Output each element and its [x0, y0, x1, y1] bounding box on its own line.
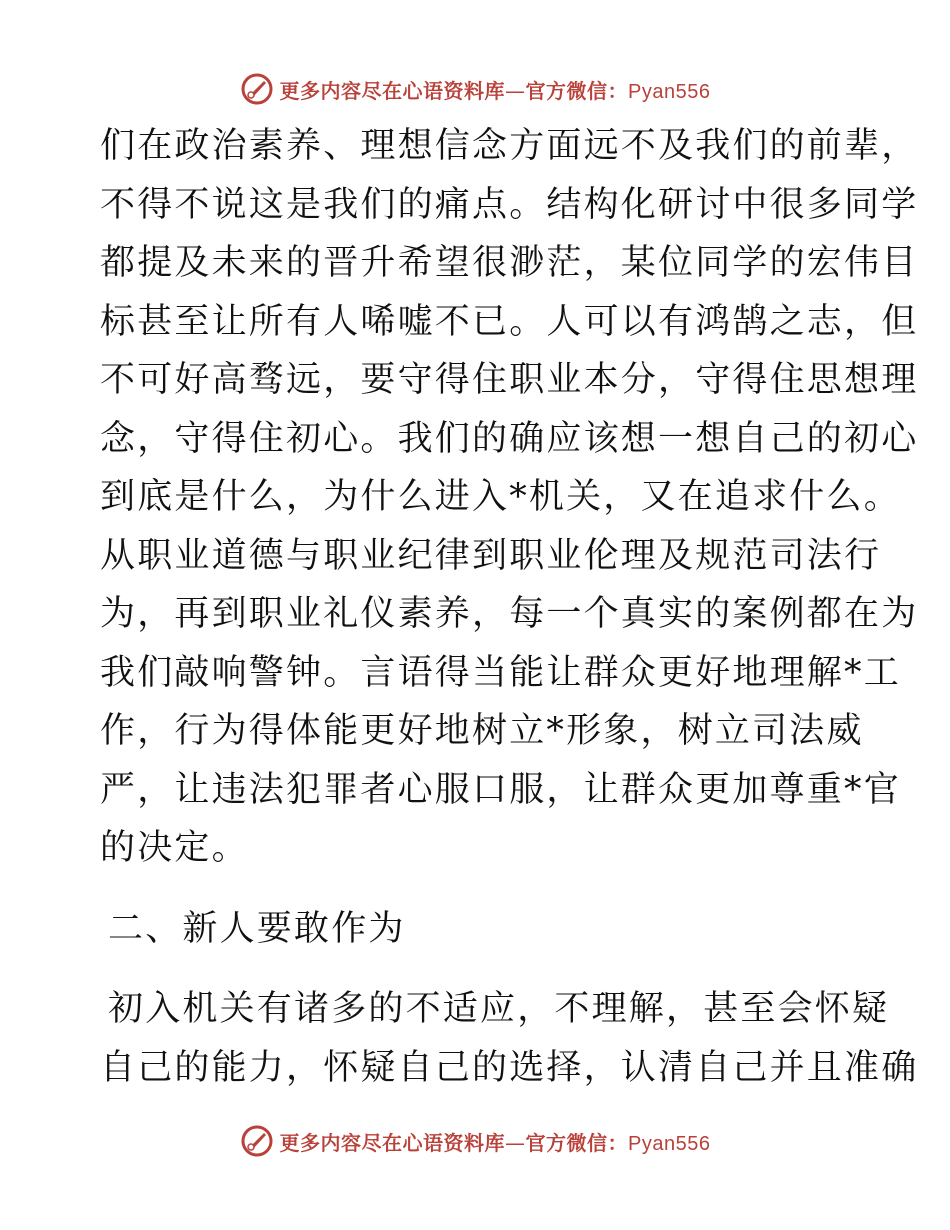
text-line: 初入机关有诸多的不适应，不理解，甚至会怀疑 [108, 989, 890, 1029]
paragraph-2 [100, 980, 919, 1097]
paragraph-gap [100, 878, 860, 900]
text-line: 都提及未来的晋升希望很渺茫，某位同学的宏伟目 [100, 243, 919, 283]
paragraph-gap [100, 958, 860, 980]
text-line: 念，守得住初心。我们的确应该想一想自己的初心 [100, 418, 919, 459]
watermark-wechat-id: Pyan556 [628, 1132, 711, 1155]
text-line: 不得不说这是我们的痛点。结构化研讨中很多同学 [100, 184, 919, 225]
quill-logo-icon [240, 1124, 274, 1158]
section-heading: 二、新人要敢作为 [108, 908, 406, 949]
header-watermark [0, 72, 950, 106]
quill-logo-icon [240, 72, 274, 106]
text-line: 的决定。 [100, 828, 249, 868]
footer-watermark [0, 1124, 950, 1158]
text-line: 作，行为得体能更好地树立*形象，树立司法威 [100, 711, 864, 751]
watermark-wechat-label: 官方微信： [525, 78, 629, 103]
text-line: 严，让违法犯罪者心服口服，让群众更加尊重*官 [100, 769, 901, 810]
text-line: 标甚至让所有人唏嘘不已。人可以有鸿鹄之志，但 [100, 301, 919, 342]
watermark-site-text: 更多内容尽在心语资料库 [279, 78, 506, 103]
text-line: 为，再到职业礼仪素养，每一个真实的案例都在为 [100, 594, 919, 634]
text-line: 们在政治素养、理想信念方面远不及我们的前辈， [100, 126, 919, 166]
watermark-site-text: 更多内容尽在心语资料库 [279, 1130, 506, 1155]
paragraph-1 [100, 117, 919, 878]
watermark-separator: — [505, 1130, 526, 1155]
text-line: 从职业道德与职业纪律到职业伦理及规范司法行 [100, 535, 882, 576]
document-body [100, 117, 919, 1097]
watermark-wechat-id: Pyan556 [628, 80, 711, 103]
watermark-wechat-label: 官方微信： [525, 1130, 629, 1155]
watermark-separator: — [505, 78, 526, 103]
text-line: 到底是什么，为什么进入*机关，又在追求什么。 [100, 477, 901, 517]
text-line: 我们敲响警钟。言语得当能让群众更好地理解*工 [100, 652, 901, 693]
text-line: 不可好高骛远，要守得住职业本分，守得住思想理 [100, 360, 919, 400]
text-line: 自己的能力，怀疑自己的选择，认清自己并且准确 [100, 1047, 919, 1088]
